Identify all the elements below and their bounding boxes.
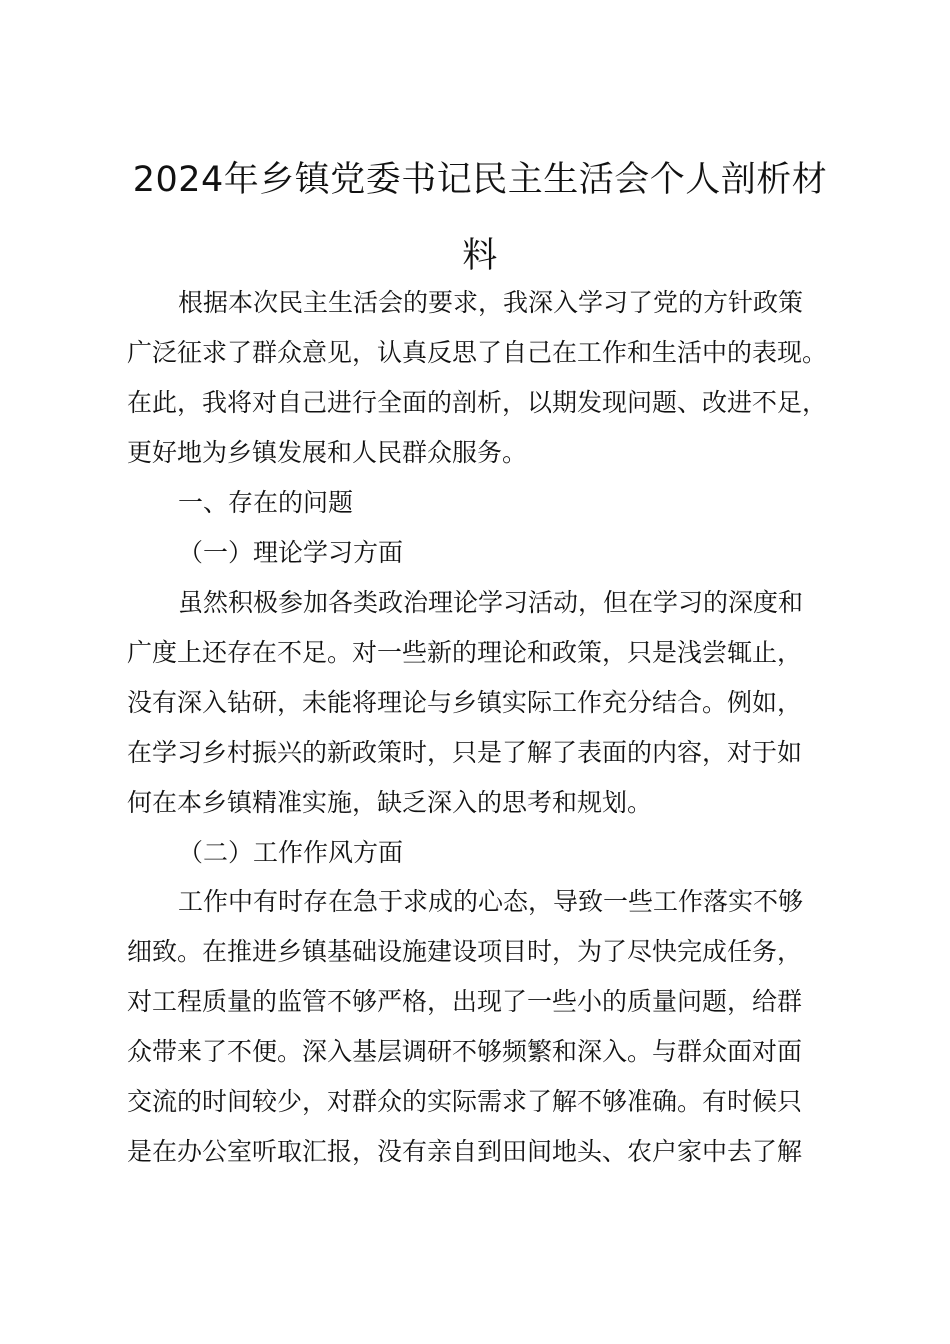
paragraph-line: 细致。在推进乡镇基础设施建设项目时，为了尽快完成任务，	[127, 937, 803, 966]
paragraph-line: 更好地为乡镇发展和人民群众服务。	[127, 438, 528, 467]
paragraph-line: 在学习乡村振兴的新政策时，只是了解了表面的内容，对于如	[127, 738, 803, 767]
subsection-heading: （二）工作作风方面	[178, 838, 404, 867]
document-title: 2024年乡镇党委书记民主生活会个人剖析材	[132, 160, 828, 200]
paragraph-line: 广泛征求了群众意见，认真反思了自己在工作和生活中的表现。	[127, 338, 828, 367]
paragraph-line: 广度上还存在不足。对一些新的理论和政策，只是浅尝辄止，	[127, 638, 803, 667]
paragraph-line: 工作中有时存在急于求成的心态，导致一些工作落实不够	[178, 887, 804, 916]
paragraph-line: 没有深入钻研，未能将理论与乡镇实际工作充分结合。例如，	[127, 688, 803, 717]
section-heading: 一、存在的问题	[178, 488, 354, 517]
paragraph-line: 交流的时间较少，对群众的实际需求了解不够准确。有时候只	[127, 1087, 803, 1116]
document-title-continuation: 料	[462, 236, 498, 276]
subsection-heading: （一）理论学习方面	[178, 538, 404, 567]
paragraph-line: 是在办公室听取汇报，没有亲自到田间地头、农户家中去了解	[127, 1137, 803, 1166]
paragraph-line: 众带来了不便。深入基层调研不够频繁和深入。与群众面对面	[127, 1037, 803, 1066]
paragraph-line: 根据本次民主生活会的要求，我深入学习了党的方针政策	[178, 288, 804, 317]
paragraph-line: 何在本乡镇精准实施，缺乏深入的思考和规划。	[127, 788, 653, 817]
paragraph-line: 在此，我将对自己进行全面的剖析，以期发现问题、改进不足，	[127, 388, 828, 417]
paragraph-line: 对工程质量的监管不够严格，出现了一些小的质量问题，给群	[127, 987, 803, 1016]
paragraph-line: 虽然积极参加各类政治理论学习活动，但在学习的深度和	[178, 588, 804, 617]
